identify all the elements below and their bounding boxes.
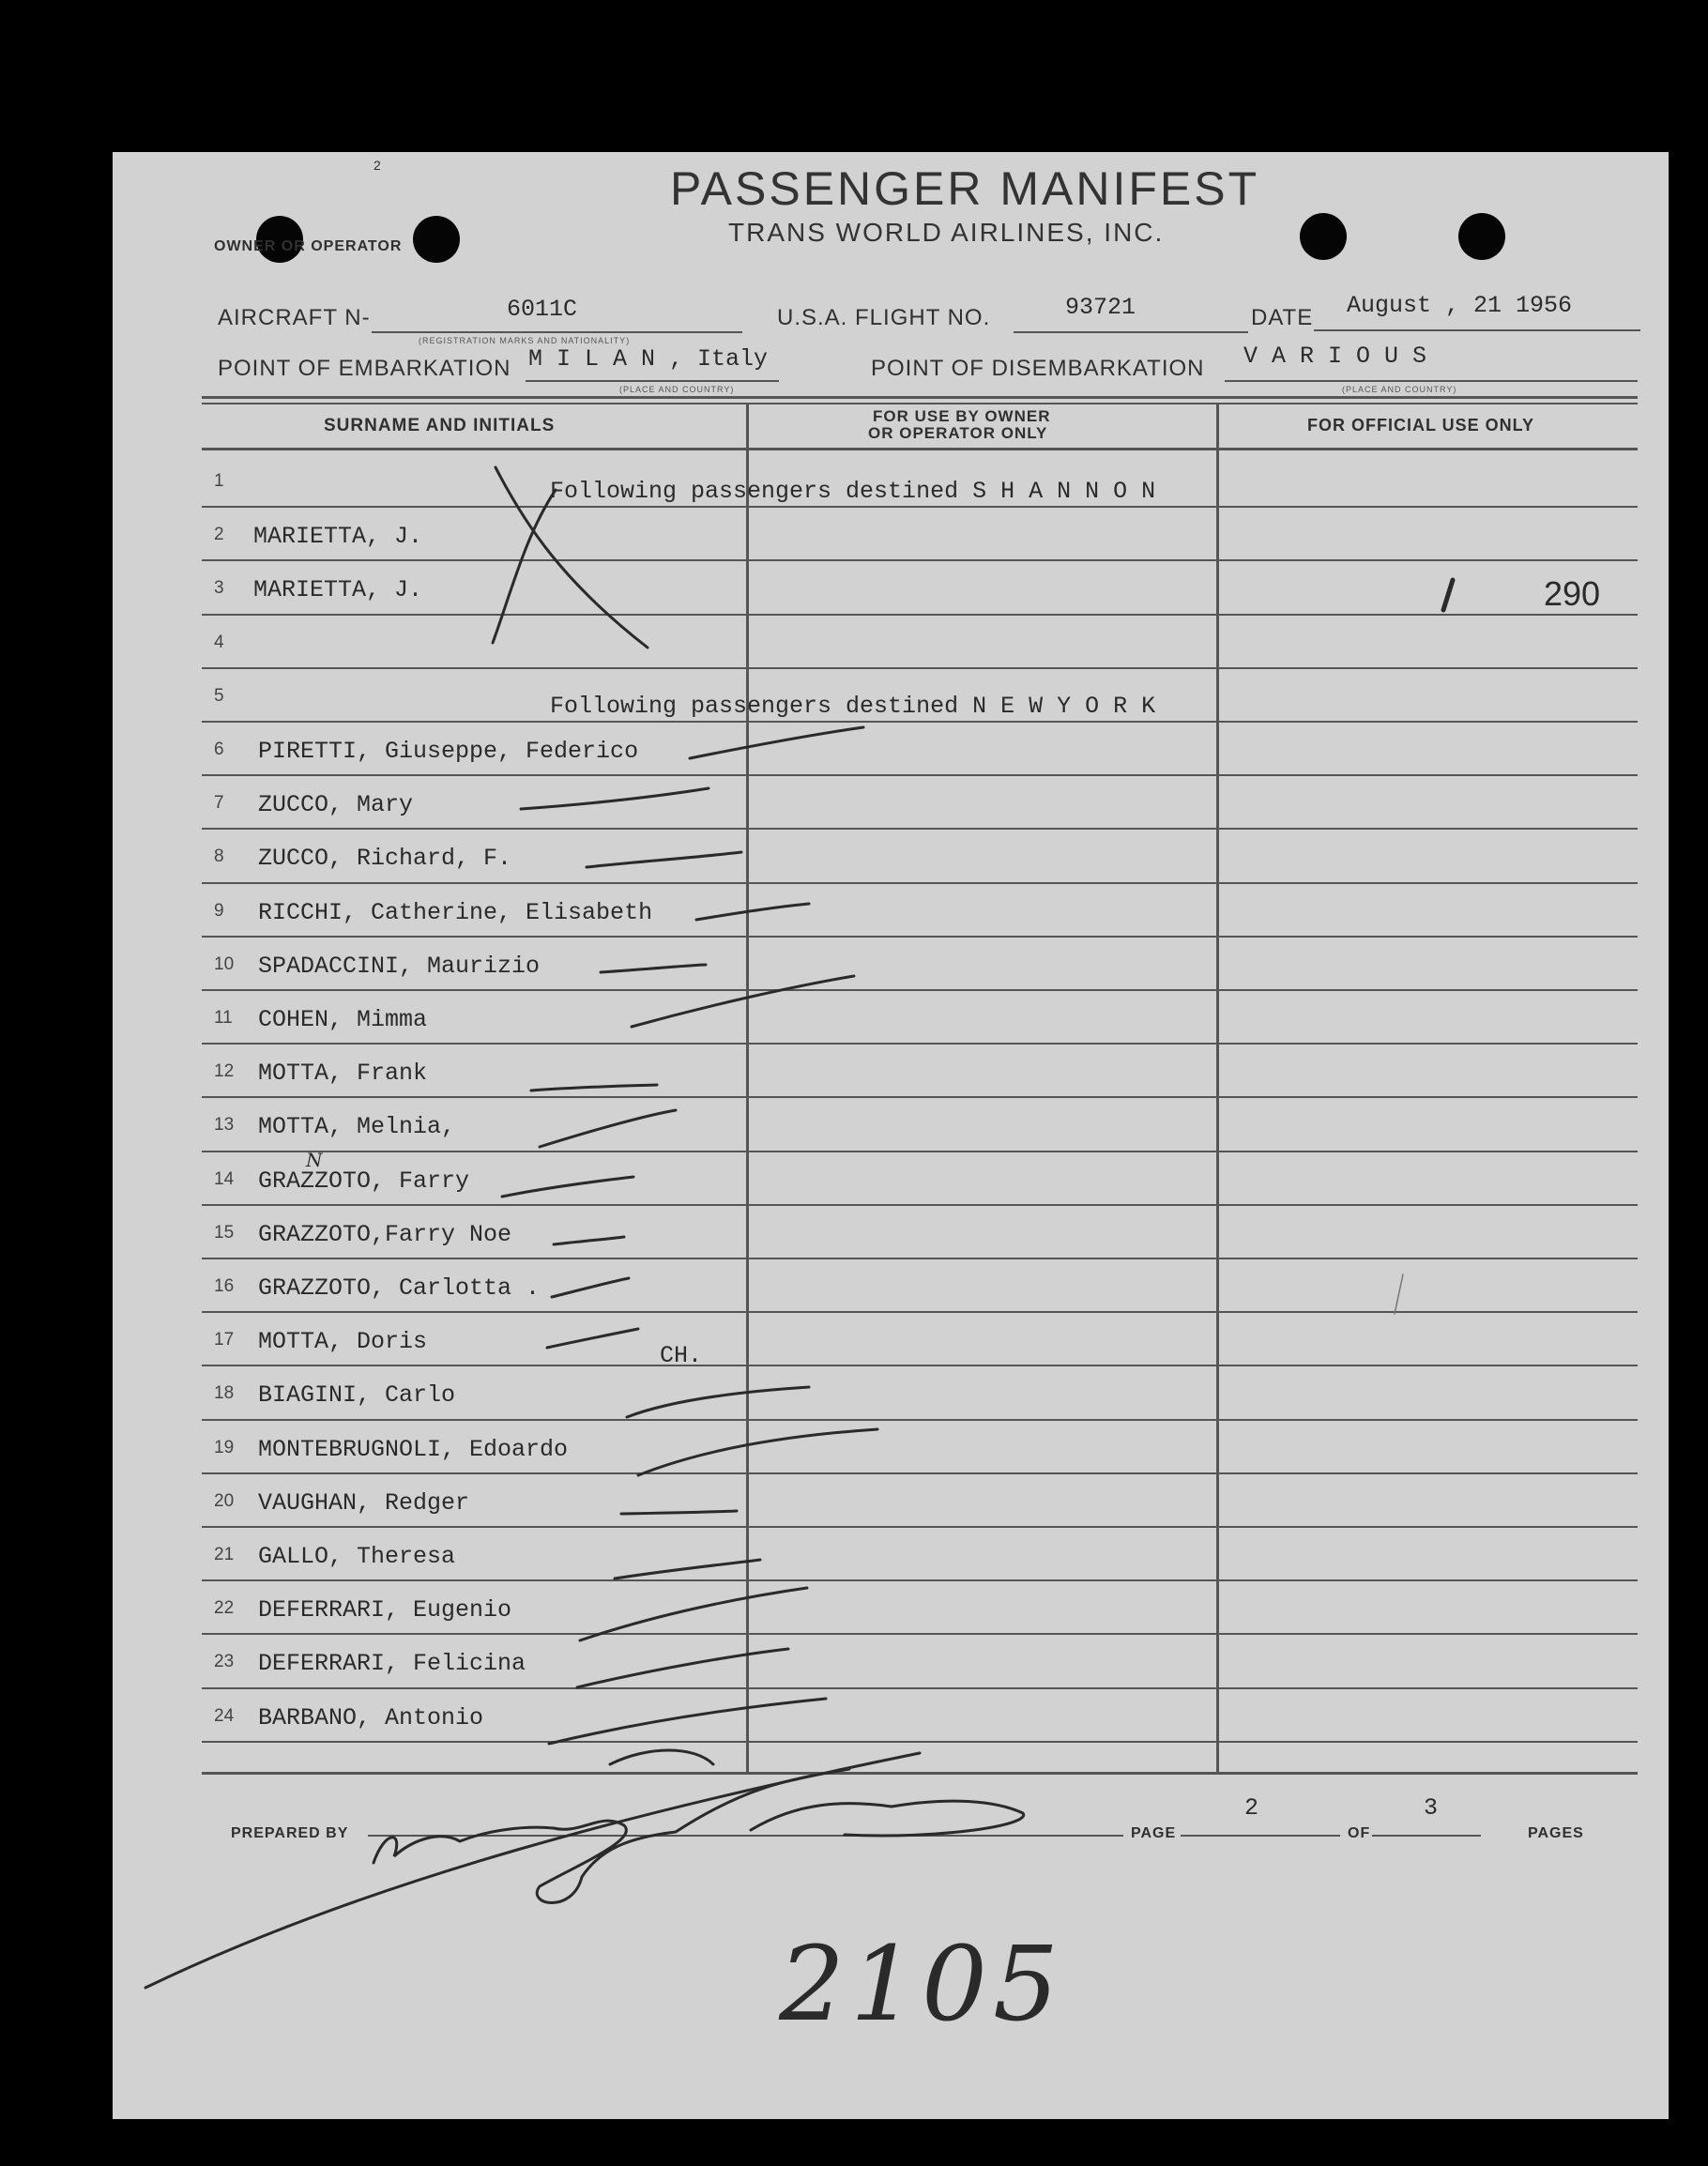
- passenger-name: MONTEBRUGNOLI, Edoardo: [258, 1436, 569, 1463]
- passenger-name: GALLO, Theresa: [258, 1543, 456, 1570]
- column-divider-2: [1216, 404, 1219, 1774]
- date-label: DATE: [1251, 305, 1314, 330]
- row-divider: [202, 506, 1638, 508]
- insertion-mark: N: [306, 1149, 323, 1171]
- row-number: 24: [214, 1706, 235, 1726]
- row-divider: [202, 1151, 1638, 1152]
- row-number: 9: [214, 901, 224, 921]
- owner-operator-label: OWNER OR OPERATOR: [214, 238, 403, 254]
- passenger-name: SPADACCINI, Maurizio: [258, 953, 541, 980]
- airline-name: TRANS WORLD AIRLINES, INC.: [728, 218, 1165, 247]
- row-number: 4: [214, 633, 224, 652]
- page-mark: 2: [374, 158, 382, 173]
- row-divider: [202, 1096, 1638, 1098]
- passenger-name: RICCHI, Catherine, Elisabeth: [258, 899, 653, 926]
- flight-underline: [1014, 331, 1248, 333]
- row-divider: [202, 1043, 1638, 1045]
- passenger-name: MARIETTA, J.: [253, 523, 423, 550]
- row-divider: [202, 1633, 1638, 1635]
- column-owner-header-line1: FOR USE BY OWNER: [873, 407, 1051, 425]
- flight-label: U.S.A. FLIGHT NO.: [777, 305, 991, 330]
- row-number: 6: [214, 740, 224, 759]
- page-underline: [1181, 1835, 1340, 1837]
- row-divider: [202, 721, 1638, 723]
- disembarkation-caption: (PLACE AND COUNTRY): [1342, 385, 1457, 394]
- row-divider: [202, 774, 1638, 776]
- column-official-header: FOR OFFICIAL USE ONLY: [1307, 416, 1535, 435]
- page-label: PAGE: [1131, 1825, 1177, 1841]
- row-number: 12: [214, 1061, 235, 1081]
- punch-hole-4: [1458, 213, 1505, 260]
- column-owner-header-line2: OR OPERATOR ONLY: [868, 424, 1048, 442]
- row-number: 20: [214, 1491, 235, 1511]
- row-number: 16: [214, 1276, 235, 1296]
- row-divider: [202, 1579, 1638, 1581]
- embarkation-label: POINT OF EMBARKATION: [218, 356, 511, 381]
- row-divider: [202, 936, 1638, 938]
- disembarkation-value: V A R I O U S: [1243, 343, 1427, 370]
- row-divider: [202, 614, 1638, 616]
- row-divider: [202, 667, 1638, 669]
- row-number: 3: [214, 578, 224, 598]
- row-divider: [202, 559, 1638, 561]
- header-rule-bottom: [202, 403, 1638, 404]
- row-divider: [202, 989, 1638, 991]
- pages-label: PAGES: [1528, 1825, 1584, 1841]
- passenger-name: PIRETTI, Giuseppe, Federico: [258, 738, 639, 765]
- row-divider: [202, 1365, 1638, 1366]
- disembarkation-underline: [1225, 380, 1638, 382]
- disembarkation-label: POINT OF DISEMBARKATION: [871, 356, 1205, 381]
- row-number: 22: [214, 1598, 235, 1618]
- aircraft-number: 6011C: [507, 296, 578, 323]
- row-number: 10: [214, 954, 235, 974]
- manifest-title: PASSENGER MANIFEST: [670, 162, 1260, 215]
- handwritten-number: 2105: [779, 1924, 1064, 2044]
- punch-hole-3: [1300, 213, 1347, 260]
- row-number: 14: [214, 1169, 235, 1189]
- passenger-name: ZUCCO, Richard, F.: [258, 845, 512, 872]
- row-divider: [202, 1526, 1638, 1528]
- aircraft-underline: [372, 331, 742, 333]
- row-number: 13: [214, 1115, 235, 1135]
- row-divider: [202, 1419, 1638, 1421]
- row-number: 2: [214, 525, 224, 544]
- embarkation-value: M I L A N , Italy: [528, 345, 769, 373]
- passenger-name: DEFERRARI, Eugenio: [258, 1596, 512, 1624]
- of-underline: [1372, 1835, 1481, 1837]
- passenger-name: BIAGINI, Carlo: [258, 1381, 456, 1409]
- destination-shannon: Following passengers destined S H A N N O N: [550, 478, 1156, 505]
- punch-hole-2: [413, 216, 460, 263]
- row-divider: [202, 1472, 1638, 1474]
- passenger-name: MOTTA, Frank: [258, 1060, 428, 1087]
- passenger-name: MOTTA, Melnia,: [258, 1113, 456, 1140]
- embarkation-underline: [526, 380, 779, 382]
- row-divider: [202, 828, 1638, 830]
- row-number: 23: [214, 1652, 235, 1671]
- passenger-name: VAUGHAN, Redger: [258, 1489, 470, 1517]
- row-number: 11: [214, 1008, 233, 1028]
- passenger-name: GRAZZOTO, Carlotta .: [258, 1274, 541, 1302]
- passenger-name: GRAZZOTO,Farry Noe: [258, 1221, 512, 1248]
- row-number: 21: [214, 1545, 235, 1564]
- passenger-name: COHEN, Mimma: [258, 1006, 428, 1033]
- prepared-by-label: PREPARED BY: [231, 1825, 349, 1841]
- destination-newyork: Following passengers destined N E W Y O R K: [550, 693, 1156, 720]
- date-value: August , 21 1956: [1347, 292, 1573, 319]
- of-label: OF: [1348, 1825, 1371, 1841]
- table-bottom-rule: [202, 1772, 1638, 1775]
- child-mark: CH.: [660, 1342, 703, 1369]
- flight-number: 93721: [1065, 294, 1136, 321]
- passenger-name: ZUCCO, Mary: [258, 791, 414, 818]
- passenger-name: MOTTA, Doris: [258, 1328, 428, 1355]
- passenger-name: GRAZZOTO, Farry: [258, 1167, 470, 1195]
- row-divider: [202, 882, 1638, 884]
- row-number: 17: [214, 1330, 235, 1350]
- registration-caption: (REGISTRATION MARKS AND NATIONALITY): [419, 336, 631, 345]
- page-number: 2: [1244, 1794, 1259, 1822]
- of-number: 3: [1424, 1794, 1439, 1822]
- row-number: 19: [214, 1438, 235, 1457]
- column-surname-header: SURNAME AND INITIALS: [324, 416, 556, 435]
- row-divider: [202, 1687, 1638, 1689]
- header-rule-top: [202, 396, 1638, 399]
- passenger-name: BARBANO, Antonio: [258, 1704, 484, 1731]
- row-number: 8: [214, 847, 224, 866]
- row-divider: [202, 1258, 1638, 1259]
- passenger-name: DEFERRARI, Felicina: [258, 1650, 526, 1677]
- row-divider: [202, 1204, 1638, 1206]
- row-number: 7: [214, 793, 224, 813]
- prepared-underline: [368, 1835, 1123, 1837]
- embarkation-caption: (PLACE AND COUNTRY): [619, 385, 735, 394]
- column-divider-1: [746, 404, 749, 1774]
- row-number: 5: [214, 686, 224, 706]
- aircraft-label: AIRCRAFT N-: [218, 305, 371, 330]
- date-underline: [1314, 329, 1640, 331]
- row-number: 1: [214, 471, 224, 491]
- row-number: 15: [214, 1223, 235, 1243]
- row-number: 18: [214, 1383, 235, 1403]
- official-count: 290: [1544, 574, 1601, 613]
- row-divider: [202, 1741, 1638, 1743]
- column-header-rule: [202, 448, 1638, 450]
- row-divider: [202, 1311, 1638, 1313]
- passenger-name: MARIETTA, J.: [253, 576, 423, 603]
